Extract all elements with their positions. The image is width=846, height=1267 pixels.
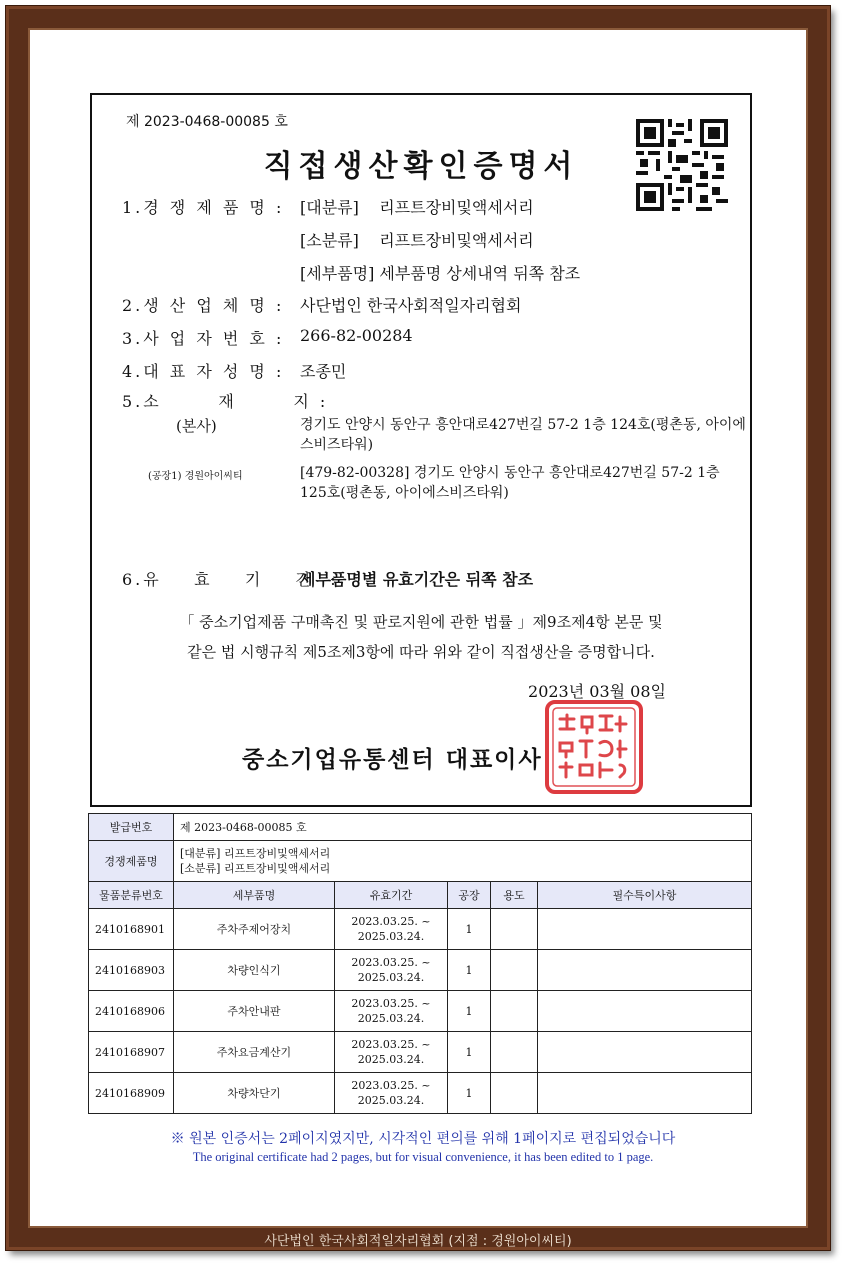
period-end: 2025.03.24.: [357, 930, 425, 943]
period-end: 2025.03.24.: [357, 971, 425, 984]
factory-label: (공장1) 경원아이씨티: [148, 471, 243, 482]
table-header-row: [89, 882, 752, 909]
item-value: 세부품명별 유효기간은 뒤쪽 참조: [300, 570, 534, 589]
cell-period: [335, 950, 448, 991]
cell-code: 2410168906: [89, 991, 174, 1032]
issue-number-value: 제 2023-0468-00085 호: [174, 814, 752, 841]
period-end: 2025.03.24.: [357, 1094, 425, 1107]
table-row: [89, 950, 752, 991]
cell-note: [538, 950, 752, 991]
header-factory: 공장: [448, 882, 491, 909]
item-value: [대분류] 리프트장비및액세서리: [300, 198, 534, 217]
table-row: [89, 909, 752, 950]
table-row: [89, 991, 752, 1032]
cell-factory: 1: [448, 909, 491, 950]
cell-use: [491, 1073, 538, 1114]
edit-note-english: The original certificate had 2 pages, but for visual convenience, it has been edited to 1 page.: [192, 1150, 654, 1164]
period-start: 2023.03.25. ~: [351, 956, 431, 969]
period-start: 2023.03.25. ~: [351, 997, 431, 1010]
cell-note: [538, 909, 752, 950]
cell-factory: 1: [448, 950, 491, 991]
cell-name: 차량차단기: [174, 1073, 335, 1114]
cell-note: [538, 1073, 752, 1114]
header-code: 물품분류번호: [89, 882, 174, 909]
item-value: 조종민: [300, 362, 347, 381]
product-name-value: [174, 841, 752, 882]
item-label: 4.대 표 자 성 명 :: [122, 362, 285, 381]
cell-code: 2410168907: [89, 1032, 174, 1073]
item-value: 266-82-00284: [300, 326, 413, 345]
header-name: 세부품명: [174, 882, 335, 909]
header-note: 필수특이사항: [538, 882, 752, 909]
product-name-label: 경쟁제품명: [89, 841, 174, 882]
period-start: 2023.03.25. ~: [351, 1079, 431, 1092]
cell-code: 2410168909: [89, 1073, 174, 1114]
issue-number-row: [89, 814, 752, 841]
factory-address: [479-82-00328] 경기도 안양시 동안구 흥안대로427번길 57-2 1층 125호(평촌동, 아이에스비즈타워): [300, 465, 720, 501]
period-end: 2025.03.24.: [357, 1012, 425, 1025]
product-major: [대분류] 리프트장비및액세서리: [180, 847, 331, 860]
table-row: [89, 1073, 752, 1114]
cell-period: [335, 1073, 448, 1114]
item-value: [세부품명] 세부품명 상세내역 뒤쪽 참조: [300, 264, 581, 283]
edit-note-korean: ※ 원본 인증서는 2페이지였지만, 시각적인 편의를 위해 1페이지로 편집되었습니다: [170, 1131, 676, 1147]
frame-footer: 사단법인 한국사회적일자리협회 (지점 : 경원아이씨티): [264, 1233, 572, 1249]
hq-address: 경기도 안양시 동안구 흥안대로427번길 57-2 1층 124호(평촌동, 아이에스비즈타워): [300, 417, 746, 453]
item-label: 6.유 효 기 간 :: [122, 570, 339, 589]
cell-use: [491, 1032, 538, 1073]
statement-line-1: 「 중소기업제품 구매촉진 및 판로지원에 관한 법률 」제9조제4항 본문 및: [179, 613, 663, 631]
issuer-name: 중소기업유통센터 대표이사: [242, 746, 543, 773]
official-seal-icon: [544, 699, 644, 795]
cell-period: [335, 909, 448, 950]
cell-name: 주차요금계산기: [174, 1032, 335, 1073]
cell-factory: 1: [448, 991, 491, 1032]
cell-note: [538, 991, 752, 1032]
issue-number-label: 발급번호: [89, 814, 174, 841]
item-value: [소분류] 리프트장비및액세서리: [300, 231, 534, 250]
cell-code: 2410168903: [89, 950, 174, 991]
cell-code: 2410168901: [89, 909, 174, 950]
product-name-row: [89, 841, 752, 882]
product-minor: [소분류] 리프트장비및액세서리: [180, 862, 331, 875]
cell-name: 주차주제어장치: [174, 909, 335, 950]
certificate: [90, 93, 752, 807]
period-end: 2025.03.24.: [357, 1053, 425, 1066]
period-start: 2023.03.25. ~: [351, 1038, 431, 1051]
cell-name: 주차안내판: [174, 991, 335, 1032]
cell-note: [538, 1032, 752, 1073]
item-value: 사단법인 한국사회적일자리협회: [300, 296, 522, 315]
table-row: [89, 1032, 752, 1073]
product-detail-table: [88, 813, 752, 1114]
certificate-title: 직접생산확인증명서: [263, 149, 579, 184]
period-start: 2023.03.25. ~: [351, 915, 431, 928]
cell-period: [335, 991, 448, 1032]
item-label: 2.생 산 업 체 명 :: [122, 296, 285, 315]
cell-use: [491, 991, 538, 1032]
item-label: 5.소 재 지 :: [122, 392, 329, 411]
item-label: 1.경 쟁 제 품 명 :: [122, 198, 285, 217]
cell-use: [491, 950, 538, 991]
hq-label: (본사): [176, 417, 217, 435]
header-use: 용도: [491, 882, 538, 909]
cell-period: [335, 1032, 448, 1073]
cell-factory: 1: [448, 1073, 491, 1114]
issue-date: 2023년 03월 08일: [528, 682, 666, 701]
item-label: 3.사 업 자 번 호 :: [122, 329, 285, 348]
cell-name: 차량인식기: [174, 950, 335, 991]
cell-use: [491, 909, 538, 950]
header-period: 유효기간: [335, 882, 448, 909]
cell-factory: 1: [448, 1032, 491, 1073]
statement-line-2: 같은 법 시행규칙 제5조제3항에 따라 위와 같이 직접생산을 증명합니다.: [187, 643, 655, 661]
certificate-number: 제 2023-0468-00085 호: [126, 114, 288, 130]
